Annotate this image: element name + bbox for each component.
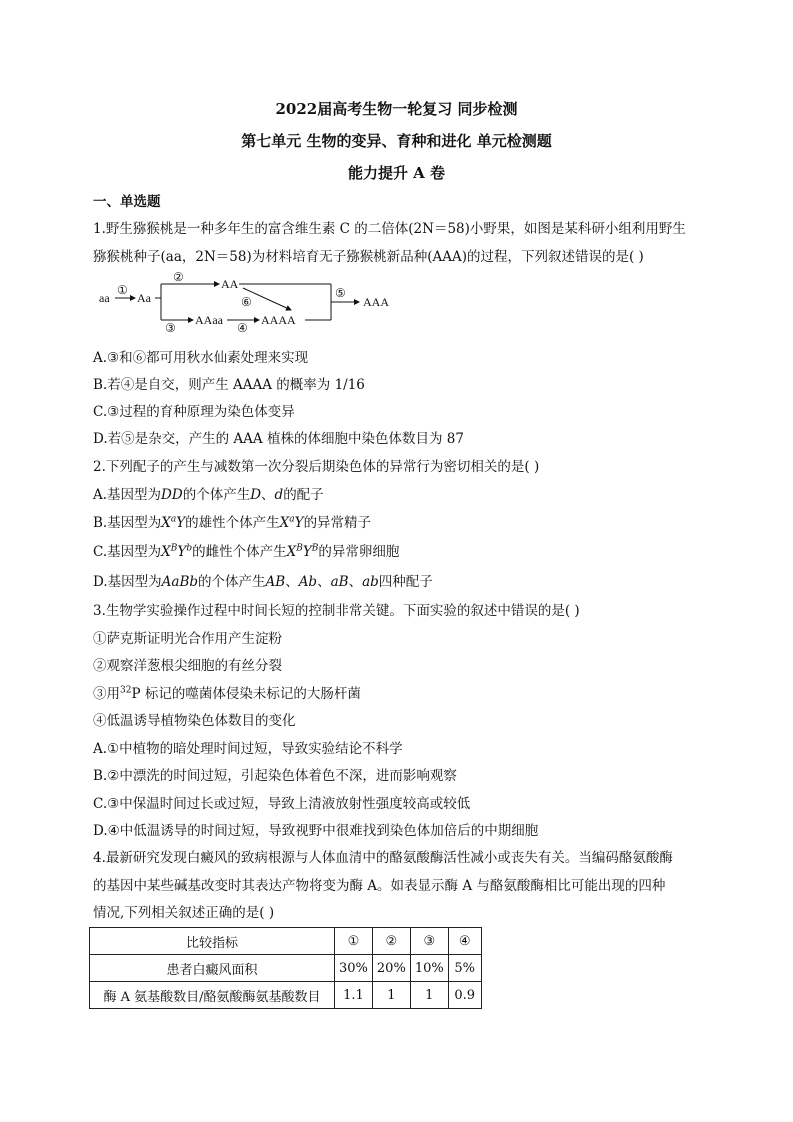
breeding-flow-diagram — [97, 270, 407, 336]
table-cell: 20% — [372, 955, 410, 982]
table-row — [90, 955, 482, 982]
q2-stem: 2.下列配子的产生与减数第一次分裂后期染色体的异常行为密切相关的是( ) — [93, 459, 540, 475]
table-header-cell: ③ — [410, 928, 448, 955]
paper-subtitle: 能力提升 A 卷 — [347, 164, 446, 182]
genotype-AA: AA — [221, 277, 239, 291]
q1-option-d: D.若⑤是杂交，产生的 AAA 植株的体细胞中染色体数目为 87 — [93, 431, 464, 447]
table-cell: 1 — [372, 982, 410, 1009]
table-header-row — [90, 928, 482, 955]
table-cell: 30% — [335, 955, 373, 982]
q4-stem-line3: 情况,下列相关叙述正确的是( ) — [93, 905, 275, 921]
table-cell: 0.9 — [448, 982, 481, 1009]
q2-option-a: A.基因型为DD的个体产生D、d的配子 — [93, 487, 324, 503]
q3-option-a: A.①中植物的暗处理时间过短，导致实验结论不科学 — [93, 741, 403, 757]
step-1-label: ① — [117, 283, 128, 297]
table-cell: 酶 A 氨基酸数目/酪氨酸酶氨基酸数目 — [90, 982, 335, 1009]
table-cell: 10% — [410, 955, 448, 982]
table-header-cell: ④ — [448, 928, 481, 955]
table-header-cell: ① — [335, 928, 373, 955]
q3-item-1: ①萨克斯证明光合作用产生淀粉 — [93, 631, 282, 647]
genotype-AAaa: AAaa — [195, 313, 223, 327]
enzyme-comparison-table — [89, 927, 482, 1009]
step-2-label: ② — [173, 270, 184, 284]
table-cell: 5% — [448, 955, 481, 982]
unit-title: 第七单元 生物的变异、育种和进化 单元检测题 — [241, 132, 552, 150]
q4-stem-line2: 的基因中某些碱基改变时其表达产物将变为酶 A。如表显示酶 A 与酪氨酸酶相比可能出现的四种 — [93, 878, 666, 894]
q3-item-4: ④低温诱导植物染色体数目的变化 — [93, 713, 296, 729]
table-cell: 患者白癜风面积 — [90, 955, 335, 982]
table-row — [90, 982, 482, 1009]
step-5-label: ⑤ — [335, 286, 346, 300]
q2-option-c: C.基因型为$X^BY^b$的雌性个体产生$X^BY^B$的异常卵细胞 — [93, 543, 400, 560]
q3-option-d: D.④中低温诱导的时间过短，导致视野中很难找到染色体加倍后的中期细胞 — [93, 823, 539, 839]
genotype-AAAA: AAAA — [261, 313, 296, 327]
q1-option-a: A.③和⑥都可用秋水仙素处理来实现 — [93, 350, 309, 366]
step-6-label: ⑥ — [241, 295, 252, 309]
table-cell: 1.1 — [335, 982, 373, 1009]
genotype-aa: aa — [99, 291, 110, 305]
step-3-label: ③ — [165, 321, 176, 335]
q3-item-3: ③用$^{32}$P 标记的噬菌体侵染未标记的大肠杆菌 — [93, 685, 361, 702]
table-header-cell: ② — [372, 928, 410, 955]
genotype-AAA: AAA — [363, 295, 389, 309]
q3-item-2: ②观察洋葱根尖细胞的有丝分裂 — [93, 658, 282, 674]
q3-option-b: B.②中漂洗的时间过短，引起染色体着色不深，进而影响观察 — [93, 768, 457, 784]
q3-option-c: C.③中保温时间过长或过短，导致上清液放射性强度较高或较低 — [93, 796, 471, 812]
step-4-label: ④ — [237, 321, 248, 335]
q1-stem-line2: 猕猴桃种子(aa，2N＝58)为材料培育无子猕猴桃新品种(AAA)的过程，下列叙述错误的是( ) — [93, 249, 644, 265]
q4-stem-line1: 4.最新研究发现白癜风的致病根源与人体血清中的酪氨酸酶活性减小或丧失有关。当编码酪氨酸酶 — [93, 850, 673, 866]
q1-stem-line1: 1.野生猕猴桃是一种多年生的富含维生素 C 的二倍体(2N＝58)小野果，如图是某科研小组利用野生 — [93, 221, 686, 237]
genotype-Aa: Aa — [137, 291, 151, 305]
q2-option-d: D.基因型为AaBb的个体产生AB、Ab、aB、ab四种配子 — [93, 574, 433, 590]
section-heading: 一、单选题 — [93, 194, 161, 210]
exam-title: 2022届高考生物一轮复习 同步检测 — [275, 100, 518, 118]
q1-option-c: C.③过程的育种原理为染色体变异 — [93, 404, 295, 420]
q2-option-b: B.基因型为$X^aY$的雄性个体产生$X^aY$的异常精子 — [93, 514, 372, 531]
table-header-cell: 比较指标 — [90, 928, 335, 955]
q1-option-b: B.若④是自交，则产生 AAAA 的概率为 1/16 — [93, 377, 365, 393]
q3-stem: 3.生物学实验操作过程中时间长短的控制非常关键。下面实验的叙述中错误的是( ) — [93, 603, 580, 619]
table-cell: 1 — [410, 982, 448, 1009]
